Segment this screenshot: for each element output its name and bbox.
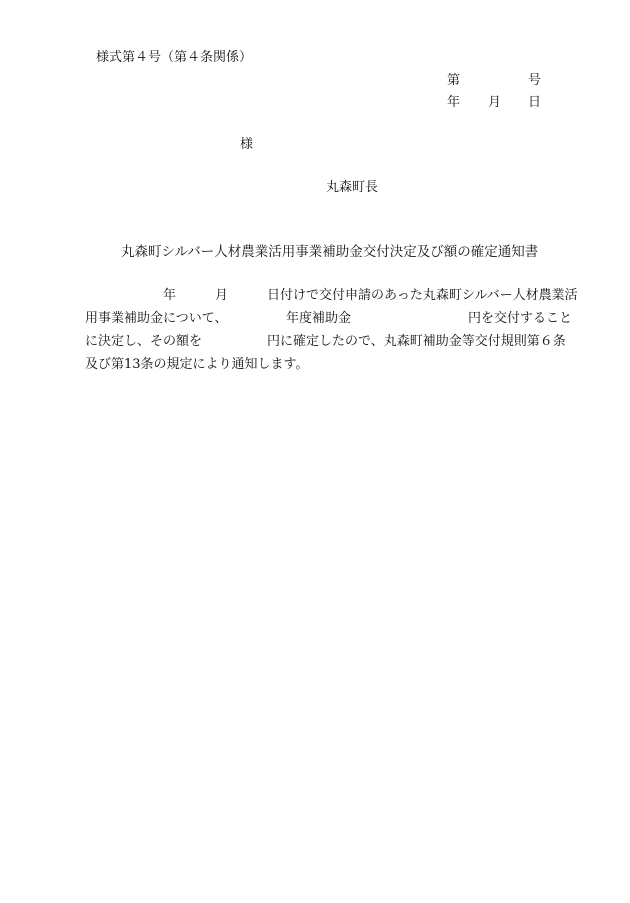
body-line: に決定し、その額を 円に確定したので、丸森町補助金等交付規則第６条 xyxy=(85,334,566,349)
doc-number-prefix: 第 xyxy=(447,73,461,88)
body-line: 年 月 日付けで交付申請のあった丸森町シルバー人材農業活 xyxy=(85,288,578,303)
date-year-label: 年 xyxy=(447,95,461,110)
recipient-honorific: 様 xyxy=(240,137,254,152)
form-label: 様式第４号（第４条関係） xyxy=(96,50,253,65)
date-month-label: 月 xyxy=(488,95,502,110)
document-title: 丸森町シルバー人材農業活用事業補助金交付決定及び額の確定通知書 xyxy=(121,244,539,260)
body-line: 及び第13条の規定により通知します。 xyxy=(85,357,309,372)
body-paragraph xyxy=(85,284,578,376)
date-day-label: 日 xyxy=(528,95,542,110)
sender-name: 丸森町長 xyxy=(326,180,379,195)
body-line: 用事業補助金について、 年度補助金 円を交付すること xyxy=(85,311,572,326)
doc-number-suffix: 号 xyxy=(528,73,542,88)
